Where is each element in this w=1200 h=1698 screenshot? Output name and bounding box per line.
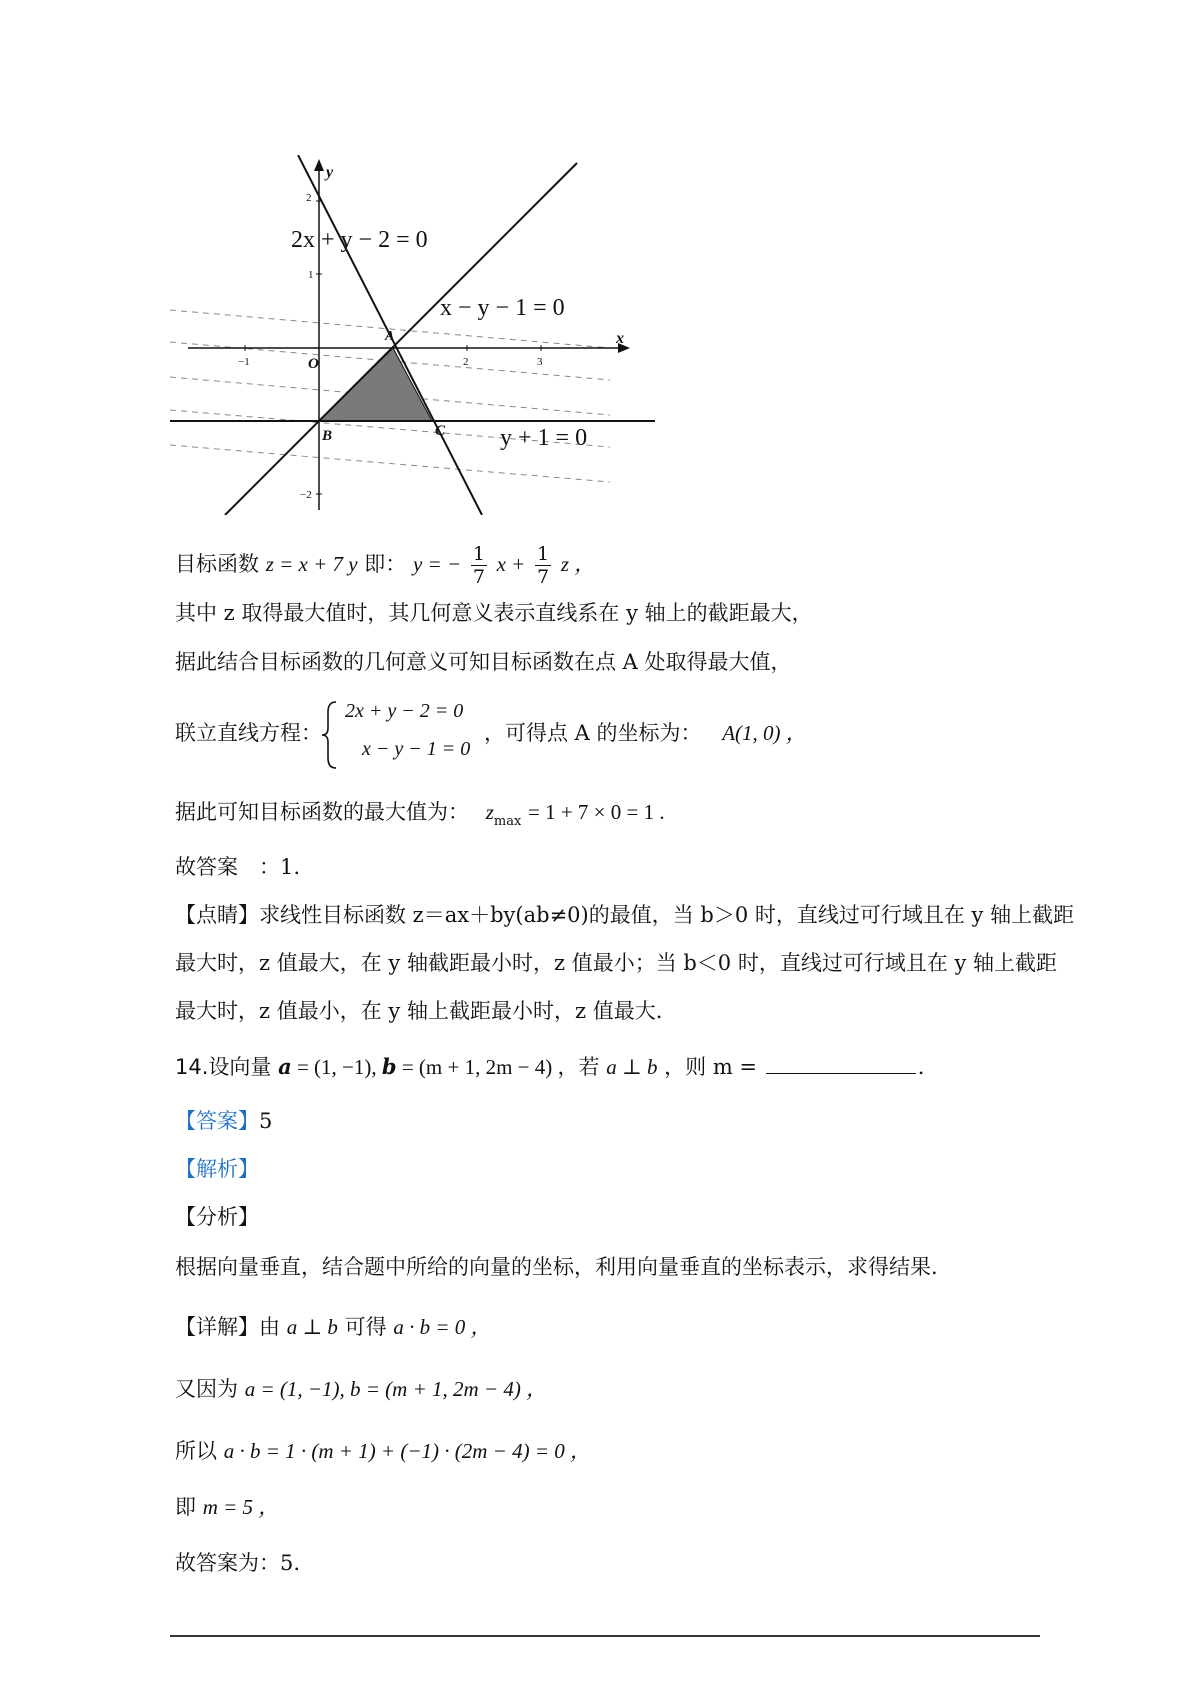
equation-label-3: y + 1 = 0: [500, 425, 588, 451]
answer-value: 5: [259, 1109, 273, 1133]
question-number: 14.: [175, 1055, 209, 1079]
tick-x-3: 3: [537, 356, 543, 368]
axis-label-x: x: [616, 330, 624, 347]
text: 可得: [344, 1315, 387, 1339]
point-label-a: A: [385, 329, 395, 344]
text: 据此可知目标函数的最大值为：: [175, 800, 469, 824]
dot-product-zero: a · b = 0 ，: [393, 1315, 492, 1339]
brace-icon: [320, 700, 340, 770]
tip-line-2: 最大时，z 值最大，在 y 轴截距最小时，z 值最小；当 b＜0 时，直线过可行域且在 y 轴上截距: [175, 951, 1058, 975]
text: 设向量: [208, 1055, 272, 1079]
perp-condition: a ⊥ b: [606, 1055, 658, 1079]
text: ，则 m =: [664, 1055, 757, 1079]
system-suffix: [484, 718, 807, 748]
origin-label: O: [308, 356, 319, 372]
detail-line-1: [175, 1312, 491, 1342]
text: 即：: [364, 552, 407, 576]
system-eq-2: x − y − 1 = 0: [362, 738, 471, 760]
point-label-c: C: [435, 423, 446, 439]
system-eq-1: 2x + y − 2 = 0: [345, 700, 464, 722]
paragraph-max-at-a: 据此结合目标函数的几何意义可知目标函数在点 A 处取得最大值，: [175, 650, 792, 674]
text: 目标函数: [175, 552, 259, 576]
tick-y-m2: −2: [300, 489, 312, 501]
subscript-max: max: [493, 814, 522, 829]
math-part: = (1, −1),: [291, 1055, 382, 1079]
max-value-line: [175, 797, 665, 837]
math-vectors: a = (1, −1), b = (m + 1, 2m − 4) ，: [244, 1377, 548, 1401]
line-x-minus-y-minus-1: [225, 163, 577, 515]
tip-line-3: 最大时，z 值最小，在 y 轴上截距最小时，z 值最大.: [175, 999, 663, 1023]
final-answer: 故答案为：5.: [175, 1551, 301, 1575]
text: 【详解】由: [175, 1315, 280, 1339]
text: 即: [175, 1495, 196, 1519]
text: 所以: [175, 1439, 217, 1463]
answer-line-13: 故答案 ：1.: [175, 855, 301, 879]
equation-label-2: x − y − 1 = 0: [440, 295, 565, 321]
math-objective: z = x + 7 y: [265, 552, 358, 576]
tick-y-2: 2: [306, 192, 312, 204]
detail-line-2: [175, 1374, 547, 1404]
vector-a: a: [278, 1054, 292, 1079]
analysis-label: 【解析】: [175, 1157, 259, 1181]
detail-line-4: [175, 1492, 279, 1522]
vector-b: b: [381, 1054, 397, 1079]
question-14: [175, 1052, 924, 1082]
math-part: y = −: [412, 552, 462, 576]
fraction-1: $\frac{1}{7}$: [472, 543, 485, 588]
text: 又因为: [175, 1377, 238, 1401]
y-axis-arrow: [314, 159, 324, 171]
text: .: [917, 1055, 925, 1079]
system-prefix: 联立直线方程：: [175, 721, 322, 745]
tick-x-m1: −1: [238, 356, 250, 368]
objective-function-line: [175, 543, 595, 588]
math-z: z: [485, 800, 494, 824]
tip-line-1: 【点睛】求线性目标函数 z＝ax＋by(ab≠0)的最值，当 b＞0 时，直线过可行域且在 y 轴上截距: [175, 903, 1075, 927]
text: ，可得点 A 的坐标为：: [484, 721, 702, 745]
answer-line: [175, 1106, 272, 1136]
tick-x-2: 2: [463, 356, 469, 368]
math-part: x +: [496, 552, 526, 576]
fenxi-label: 【分析】: [175, 1205, 259, 1229]
math-part: = (m + 1, 2m − 4) ，若: [396, 1055, 600, 1079]
point-label-b: B: [322, 428, 333, 444]
tick-y-1: 1: [308, 269, 314, 281]
perp-condition: a ⊥ b: [286, 1315, 338, 1339]
equation-label-1: 2x + y − 2 = 0: [291, 227, 428, 253]
math-m-value: m = 5 ，: [202, 1495, 280, 1519]
math-part: z ，: [560, 552, 596, 576]
detail-line-3: [175, 1436, 591, 1466]
paragraph-geometric-meaning: 其中 z 取得最大值时，其几何意义表示直线系在 y 轴上的截距最大，: [175, 601, 813, 625]
answer-blank[interactable]: [766, 1053, 916, 1074]
footer-divider: [170, 1635, 1040, 1637]
math-result: = 1 + 7 × 0 = 1 .: [527, 800, 665, 824]
math-dot-product: a · b = 1 · (m + 1) + (−1) · (2m − 4) = 0 ，: [223, 1439, 592, 1463]
feasible-region-figure: [170, 155, 660, 515]
fenxi-text: 根据向量垂直，结合题中所给的向量的坐标，利用向量垂直的坐标表示，求得结果.: [175, 1255, 938, 1279]
fraction-2: $\frac{1}{7}$: [537, 543, 550, 588]
axis-label-y: y: [326, 164, 334, 181]
point-a-coords: A(1, 0) ，: [722, 721, 807, 745]
answer-label: 【答案】: [175, 1109, 259, 1133]
